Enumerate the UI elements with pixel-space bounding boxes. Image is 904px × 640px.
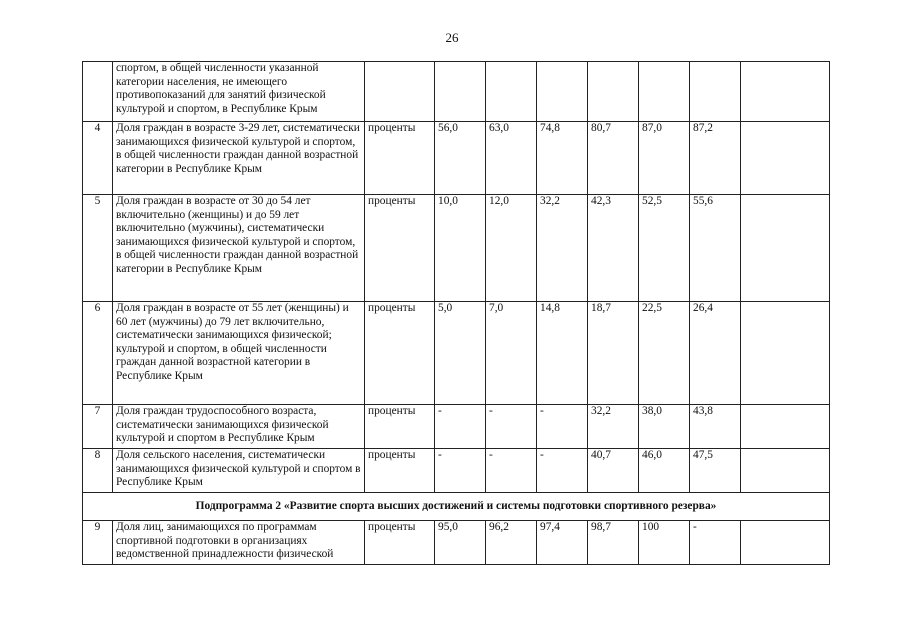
value-cell — [435, 62, 486, 122]
unit-cell: проценты — [365, 521, 435, 565]
value-cell: 87,2 — [690, 122, 741, 195]
value-cell: 47,5 — [690, 449, 741, 493]
value-cell — [639, 62, 690, 122]
value-cell: - — [690, 521, 741, 565]
row-number: 9 — [83, 521, 113, 565]
unit-cell: проценты — [365, 302, 435, 405]
row-number — [83, 62, 113, 122]
value-cell: 22,5 — [639, 302, 690, 405]
row-number: 5 — [83, 195, 113, 302]
value-cell: 12,0 — [486, 195, 537, 302]
value-cell: 40,7 — [588, 449, 639, 493]
subprogram-row — [83, 493, 830, 521]
indicators-table — [82, 61, 830, 565]
value-cell: 46,0 — [639, 449, 690, 493]
unit-cell — [365, 62, 435, 122]
value-cell: 43,8 — [690, 405, 741, 449]
table-row — [83, 122, 830, 195]
value-cell: 38,0 — [639, 405, 690, 449]
table-row — [83, 521, 830, 565]
table-row — [83, 449, 830, 493]
value-cell: - — [486, 449, 537, 493]
value-cell: 55,6 — [690, 195, 741, 302]
value-cell: - — [435, 449, 486, 493]
table-row — [83, 62, 830, 122]
indicator-name: Доля граждан в возрасте от 55 лет (женщины) и 60 лет (мужчины) до 79 лет включительно, систематически занимающихся физической; культурой и спортом, в общей численности граждан данной возрастной категории в Республике Крым — [113, 302, 365, 405]
extra-cell — [741, 521, 830, 565]
unit-cell: проценты — [365, 449, 435, 493]
indicator-name: спортом, в общей численности указанной категории населения, не имеющего противопоказаний для занятий физической культурой и спортом, в Республике Крым — [113, 62, 365, 122]
value-cell — [588, 62, 639, 122]
value-cell: 98,7 — [588, 521, 639, 565]
value-cell: 32,2 — [537, 195, 588, 302]
value-cell: - — [435, 405, 486, 449]
value-cell: 14,8 — [537, 302, 588, 405]
value-cell: 87,0 — [639, 122, 690, 195]
row-number: 8 — [83, 449, 113, 493]
extra-cell — [741, 195, 830, 302]
value-cell: 18,7 — [588, 302, 639, 405]
extra-cell — [741, 302, 830, 405]
value-cell: 56,0 — [435, 122, 486, 195]
row-number: 7 — [83, 405, 113, 449]
value-cell: 100 — [639, 521, 690, 565]
unit-cell: проценты — [365, 405, 435, 449]
value-cell: - — [486, 405, 537, 449]
value-cell: 42,3 — [588, 195, 639, 302]
extra-cell — [741, 449, 830, 493]
extra-cell — [741, 405, 830, 449]
table-row — [83, 195, 830, 302]
indicator-name: Доля граждан трудоспособного возраста, систематически занимающихся физической культурой и спортом в Республике Крым — [113, 405, 365, 449]
subprogram-title: Подпрограмма 2 «Развитие спорта высших достижений и системы подготовки спортивного резерва» — [83, 493, 830, 521]
row-number: 4 — [83, 122, 113, 195]
value-cell: 10,0 — [435, 195, 486, 302]
value-cell — [486, 62, 537, 122]
value-cell: 7,0 — [486, 302, 537, 405]
value-cell: 96,2 — [486, 521, 537, 565]
value-cell: - — [537, 449, 588, 493]
value-cell: 26,4 — [690, 302, 741, 405]
indicator-name: Доля лиц, занимающихся по программам спортивной подготовки в организациях ведомственной принадлежности физической — [113, 521, 365, 565]
table-row — [83, 405, 830, 449]
value-cell: 32,2 — [588, 405, 639, 449]
value-cell — [537, 62, 588, 122]
value-cell: - — [537, 405, 588, 449]
extra-cell — [741, 62, 830, 122]
table-row — [83, 302, 830, 405]
value-cell — [690, 62, 741, 122]
row-number: 6 — [83, 302, 113, 405]
unit-cell: проценты — [365, 195, 435, 302]
unit-cell: проценты — [365, 122, 435, 195]
extra-cell — [741, 122, 830, 195]
indicator-name: Доля граждан в возрасте от 30 до 54 лет включительно (женщины) и до 59 лет включительно (мужчины), систематически занимающихся физической культурой и спортом, в общей численности граждан данной возрастной категории в Республике Крым — [113, 195, 365, 302]
value-cell: 74,8 — [537, 122, 588, 195]
value-cell: 5,0 — [435, 302, 486, 405]
indicator-name: Доля сельского населения, систематически занимающихся физической культурой и спортом в Республике Крым — [113, 449, 365, 493]
value-cell: 95,0 — [435, 521, 486, 565]
value-cell: 52,5 — [639, 195, 690, 302]
page-number: 26 — [445, 30, 459, 45]
value-cell: 63,0 — [486, 122, 537, 195]
value-cell: 80,7 — [588, 122, 639, 195]
indicator-name: Доля граждан в возрасте 3-29 лет, систематически занимающихся физической культурой и спортом, в общей численности граждан данной возрастной категории в Республике Крым — [113, 122, 365, 195]
value-cell: 97,4 — [537, 521, 588, 565]
